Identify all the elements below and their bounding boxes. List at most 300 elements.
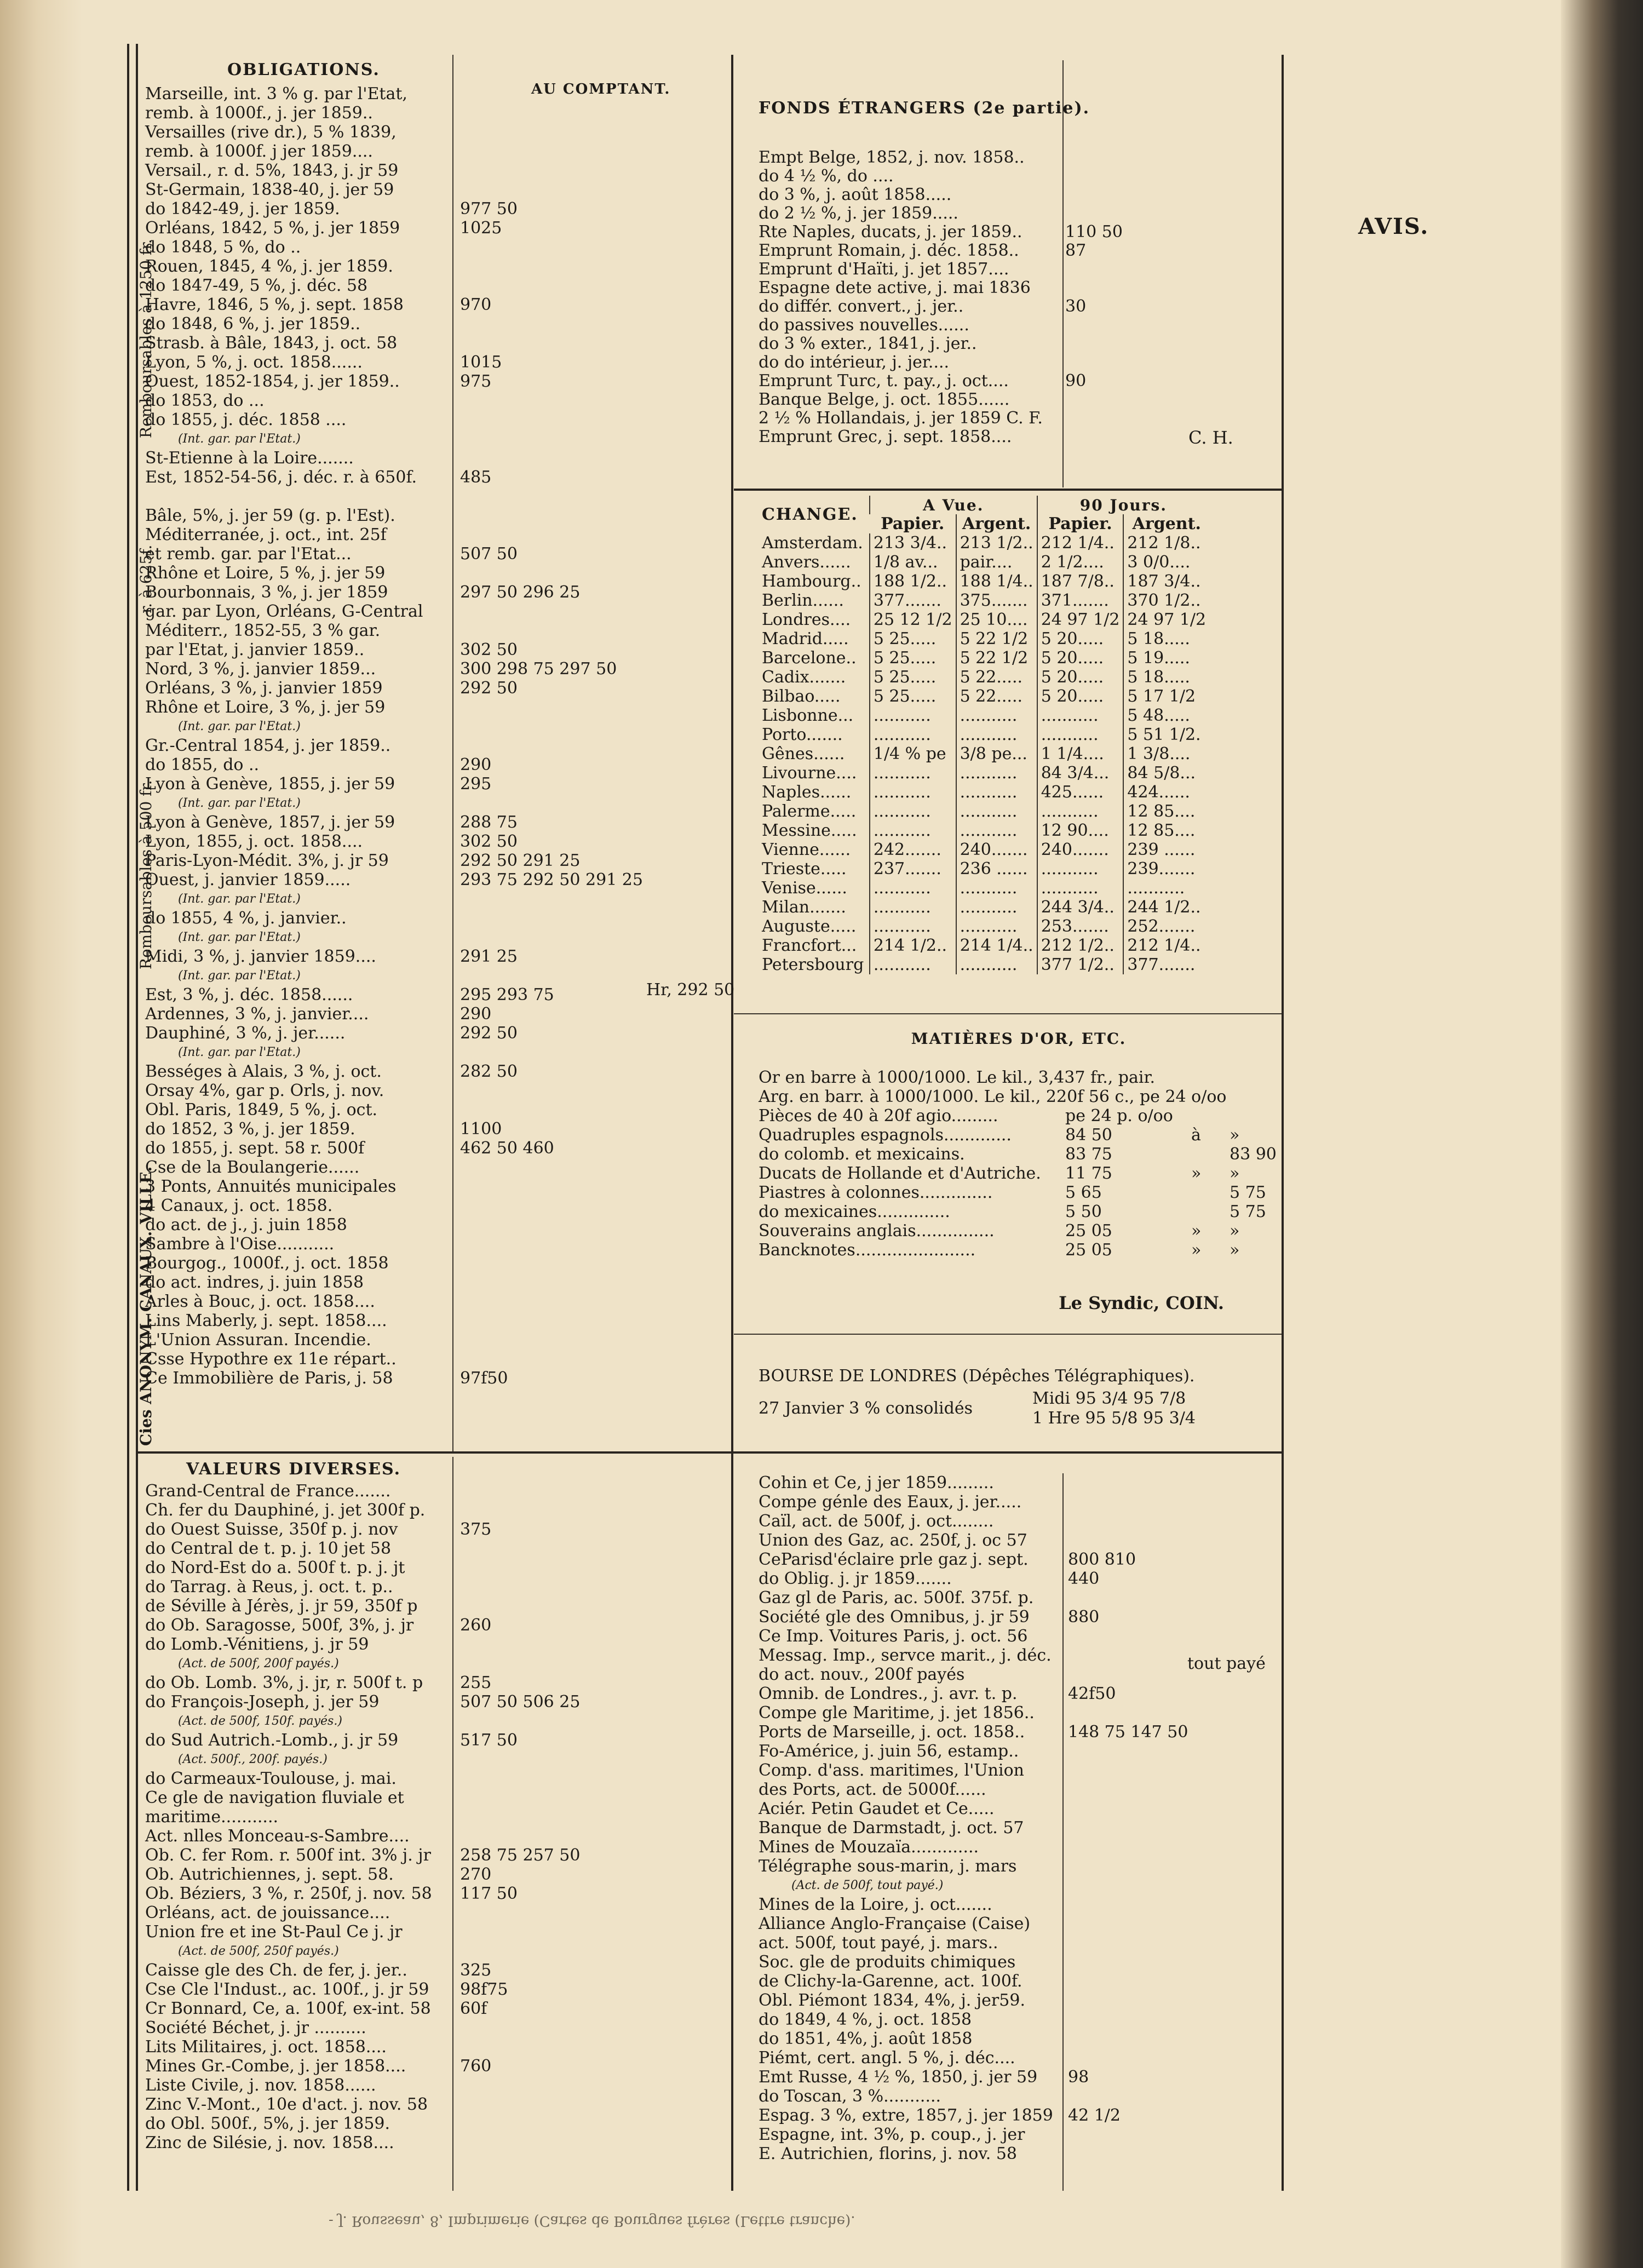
row-value: 98 [1068,2068,1089,2087]
row-label: do Lomb.-Vénitiens, j. jr 59 [145,1635,369,1654]
row-label: remb. à 1000f., j. jer 1859.. [145,104,373,123]
list-row [145,506,726,525]
londres-title: BOURSE DE LONDRES (Dépêches Télégraphiques). [759,1366,1195,1386]
list-row [759,260,1279,278]
row-label: Union des Gaz, ac. 250f, j. oc 57 [759,1531,1027,1550]
matiere-value: 25 05 [1065,1221,1112,1241]
change-rate: 1/8 av... [870,553,956,572]
row-label: (Int. gar. par l'Etat.) [178,432,301,446]
list-row [759,1895,1279,1914]
row-value: 295 293 75 [460,985,554,1004]
matiere-value: 5 65 [1065,1183,1102,1202]
list-row [759,409,1279,427]
list-row [759,241,1279,260]
change-rate: 5 20..... [1037,687,1124,706]
list-row [145,889,726,909]
row-label: (Int. gar. par l'Etat.) [178,796,301,810]
list-row [759,1550,1279,1569]
row-label: do Ob. Saragosse, 500f, 3%, j. jr [145,1616,414,1635]
change-city: Messine..... [762,821,857,840]
row-label: Mines de la Loire, j. oct....... [759,1895,992,1914]
row-label: (Int. gar. par l'Etat.) [178,892,301,906]
row-label: Bességes à Alais, 3 %, j. oct. [145,1062,382,1081]
list-row [145,295,726,314]
matiere-row [759,1145,1279,1164]
matiere-label: Bancknotes....................... [759,1241,976,1260]
list-row [145,736,726,755]
row-label: Ports de Marseille, j. oct. 1858.. [759,1722,1025,1742]
row-label: Lyon, 1855, j. oct. 1858.... [145,832,363,851]
change-city: Porto....... [762,725,843,744]
row-value: 507 50 [460,544,518,564]
row-label: Alliance Anglo-Française (Caise) [759,1914,1031,1933]
list-row [759,2106,1279,2125]
avis-title: AVIS. [1358,214,1429,239]
change-rate: ........... [956,706,1037,725]
row-value: 60f [460,1999,487,2018]
row-value: 258 75 257 50 [460,1846,581,1865]
list-row [145,487,726,506]
row-label: Emprunt Grec, j. sept. 1858.... [759,427,1012,446]
change-rate: ........... [1037,859,1124,879]
list-row [145,1119,726,1139]
matiere-value: 25 05 [1065,1241,1112,1260]
list-row [145,525,726,544]
change-row [759,783,1209,802]
row-label: E. Autrichien, florins, j. nov. 58 [759,2144,1018,2163]
row-label: Cohin et Ce, j jer 1859......... [759,1473,994,1492]
change-rate: 370 1/2.. [1123,591,1209,610]
list-row [145,2076,726,2095]
change-rate: 214 1/4.. [956,936,1037,955]
row-label: do 1853, do ... [145,391,265,410]
row-label: maritime........... [145,1807,279,1827]
row-label: Piémt, cert. angl. 5 %, j. déc.... [759,2048,1015,2068]
obligations-hr-note: Hr, 292 50 [646,980,735,1000]
side-label-remb500: Remboursables à 500 fr. [137,780,155,969]
row-label: Gr.-Central 1854, j. jer 1859.. [145,736,391,755]
change-city: Cadix....... [762,668,846,687]
change-city: Madrid..... [762,629,849,648]
matiere-value: pe 24 p. o/oo [1065,1106,1173,1126]
matiere-value: à [1191,1126,1201,1145]
list-row [145,1273,726,1292]
matiere-value: » [1230,1164,1240,1183]
change-rate: 244 3/4.. [1037,898,1124,917]
change-rate: 1 1/4.... [1037,744,1124,763]
row-label: (Act. de 500f, 250f payés.) [178,1944,339,1958]
change-rate: 188 1/4.. [956,572,1037,591]
list-row [145,1692,726,1712]
row-label: Lyon, 5 %, j. oct. 1858...... [145,353,363,372]
change-rate: 1/4 % pe [870,744,956,763]
list-row [759,1512,1279,1531]
right-column-rule [1282,55,1284,2191]
londres-midi: Midi 95 3/4 95 7/8 [1032,1389,1186,1408]
row-label: Act. nlles Monceau-s-Sambre.... [145,1827,410,1846]
change-rate: ........... [870,706,956,725]
change-row [759,840,1209,859]
list-row [145,219,726,238]
list-row [145,794,726,813]
change-rate: 242....... [870,840,956,859]
matiere-value: 83 90 [1230,1145,1277,1164]
printer-footer: - J. Rousseau, 8, Imprimerie (Cartes de Bourgues frères (Lettre tranche). [329,2213,855,2229]
matiere-row [759,1183,1279,1202]
change-rate: ........... [956,898,1037,917]
list-row [145,449,726,468]
list-row [759,2010,1279,2029]
list-row [759,1876,1279,1895]
list-row [145,2057,726,2076]
list-row [759,390,1279,409]
list-row [759,1799,1279,1818]
row-label: Rhône et Loire, 3 %, j. jer 59 [145,698,386,717]
row-label: (Int. gar. par l'Etat.) [178,720,301,733]
change-row [759,553,1209,572]
row-label: L'Union Assuran. Incendie. [145,1330,371,1350]
list-row [145,1501,726,1520]
list-row [759,1991,1279,2010]
list-row [145,755,726,774]
change-rate: ........... [1037,879,1124,898]
change-city: Barcelone.. [762,648,857,668]
row-label: Fo-Américe, j. juin 56, estamp.. [759,1742,1019,1761]
list-row [759,2048,1279,2068]
row-value: 291 25 [460,947,518,966]
list-row [759,222,1279,241]
row-label: do Ob. Lomb. 3%, j. jr, r. 500f t. p [145,1673,423,1692]
matiere-label: do colomb. et mexicains. [759,1145,965,1164]
row-label: Compe gle Maritime, j. jet 1856.. [759,1703,1035,1722]
ch-signature: C. H. [1188,427,1233,448]
list-row [759,315,1279,334]
row-label: do 1848, 6 %, j. jer 1859.. [145,314,361,334]
row-label: Orléans, 3 %, j. janvier 1859 [145,679,383,698]
row-label: 2 ½ % Hollandais, j. jer 1859 C. F. [759,409,1043,428]
change-rate: 12 90.... [1037,821,1124,840]
change-bottom-rule [734,1013,1282,1014]
list-row [759,1742,1279,1761]
change-rate: ........... [870,955,956,974]
row-label: remb. à 1000f. j jer 1859.... [145,142,373,161]
list-row [145,142,726,161]
list-row [145,1846,726,1865]
list-row [145,257,726,276]
row-label: Aciér. Petin Gaudet et Ce..... [759,1799,995,1818]
change-rate: ........... [1123,879,1209,898]
list-row [145,104,726,123]
list-row [145,583,726,602]
change-city: Francfort... [762,936,857,955]
change-rate: 236 ...... [956,859,1037,879]
page-edge-shadow [1561,0,1643,2268]
matiere-label: do mexicaines.............. [759,1202,950,1221]
row-value: 293 75 292 50 291 25 [460,870,643,889]
change-row [759,917,1209,936]
matiere-label: Or en barre à 1000/1000. Le kil., 3,437 fr., pair. [759,1068,1156,1087]
row-label: Compe génle des Eaux, j. jer..... [759,1492,1022,1512]
row-value: 288 75 [460,813,518,832]
row-value: 90 [1065,371,1087,391]
matiere-row [759,1241,1279,1260]
row-value: 290 [460,1004,492,1024]
list-row [145,1330,726,1350]
row-label: do Toscan, 3 %........... [759,2087,941,2106]
side-label-canaux: CANAUX. [137,1231,155,1312]
row-value: 87 [1065,241,1087,260]
change-city: Anvers...... [762,553,851,572]
row-value: 302 50 [460,832,518,851]
list-row [145,985,726,1004]
list-row [145,1539,726,1558]
change-city: Trieste..... [762,859,847,879]
list-row [145,1942,726,1961]
list-row [759,1607,1279,1627]
list-row [145,621,726,640]
change-rate: 375....... [956,591,1037,610]
matiere-value: » [1191,1241,1202,1260]
mid-horizontal-rule [137,1451,1282,1454]
change-rate: ........... [870,879,956,898]
list-row [145,1235,726,1254]
change-city: Auguste..... [762,917,857,936]
change-rate: 5 25..... [870,648,956,668]
row-label: Société Béchet, j. jr .......... [145,2018,366,2037]
row-label: Société gle des Omnibus, j. jr 59 [759,1607,1030,1627]
row-label: Arles à Bouc, j. oct. 1858.... [145,1292,375,1311]
row-label: Comp. d'ass. maritimes, l'Union [759,1761,1024,1780]
row-label: Midi, 3 %, j. janvier 1859.... [145,947,376,966]
row-value: 325 [460,1961,492,1980]
divers-list [759,1473,1279,2163]
row-label: do 1855, j. déc. 1858 .... [145,410,347,429]
row-label: Ouest, j. janvier 1859..... [145,870,351,889]
row-label: Rhône et Loire, 5 %, j. jer 59 [145,564,386,583]
list-row [759,334,1279,353]
matiere-value: 83 75 [1065,1145,1112,1164]
change-rate: 377....... [870,591,956,610]
row-label: CeParisd'éclaire prle gaz j. sept. [759,1550,1029,1569]
row-label: Gaz gl de Paris, ac. 500f. 375f. p. [759,1588,1034,1607]
matieres-title: MATIÈRES D'OR, ETC. [911,1030,1127,1048]
row-value: 117 50 [460,1884,518,1903]
row-value: 42 1/2 [1068,2106,1121,2125]
row-label: Caïl, act. de 500f, j. oct........ [759,1512,994,1531]
change-row [759,955,1209,974]
change-city: Petersbourg [762,955,864,974]
change-city: Gênes...... [762,744,845,763]
list-row [145,928,726,947]
list-row [145,1999,726,2018]
row-label: do 1847-49, 5 %, j. déc. 58 [145,276,368,295]
row-label: par l'Etat, j. janvier 1859.. [145,640,365,659]
list-row [145,161,726,180]
tout-paye-note: tout payé [1187,1654,1266,1673]
change-rate: 84 3/4... [1037,763,1124,783]
matiere-value: » [1230,1126,1240,1145]
row-label: Est, 1852-54-56, j. déc. r. à 650f. [145,468,417,487]
fonds-bottom-rule [734,489,1282,491]
list-row [145,1654,726,1673]
row-label: do différ. convert., j. jer.. [759,297,964,316]
valeurs-section [145,1460,726,2152]
change-rate: ........... [870,763,956,783]
change-rate: 3/8 pe... [956,744,1037,763]
row-label: do 1855, j. sept. 58 r. 500f [145,1139,365,1158]
change-row [759,610,1209,629]
change-city: Berlin...... [762,591,844,610]
row-label: des Ports, act. de 5000f...... [759,1780,986,1799]
change-rate: ........... [870,821,956,840]
change-city: Palerme..... [762,802,857,821]
obligations-section [145,60,726,1388]
list-row [145,1350,726,1369]
matiere-row [759,1068,1279,1087]
change-rate: 239 ...... [1123,840,1209,859]
change-city: Bilbao..... [762,687,841,706]
change-row [759,648,1209,668]
change-rate: ........... [870,802,956,821]
change-rate: 377 1/2.. [1037,955,1124,974]
change-rate: 213 1/2.. [956,533,1037,553]
change-rate: 5 51 1/2. [1123,725,1209,744]
row-label: do 3 %, j. août 1858..... [759,185,952,204]
change-section [759,496,1279,974]
change-rate: 212 1/4.. [1037,533,1124,553]
row-label: Bourbonnais, 3 %, j. jer 1859 [145,583,388,602]
row-label: do act. indres, j. juin 1858 [145,1273,364,1292]
list-row [759,2087,1279,2106]
change-city: Lisbonne... [762,706,854,725]
row-label: Cse de la Boulangerie...... [145,1158,360,1177]
row-label: Ce gle de navigation fluviale et [145,1788,404,1807]
change-city: Hambourg.. [762,572,861,591]
row-label: (Int. gar. par l'Etat.) [178,969,301,983]
row-label: Cr Bonnard, Ce, a. 100f, ex-int. 58 [145,1999,431,2018]
change-rate: 3 0/0.... [1123,553,1209,572]
list-row [759,1531,1279,1550]
row-label: Ce Imp. Voitures Paris, j. oct. 56 [759,1627,1028,1646]
row-value: 290 [460,755,492,774]
list-row [759,2125,1279,2144]
row-label: gar. par Lyon, Orléans, G-Central [145,602,423,621]
change-rate: 214 1/2.. [870,936,956,955]
matieres-bottom-rule [734,1334,1282,1335]
row-label: Emprunt Turc, t. pay., j. oct.... [759,371,1009,391]
row-label: 3 Ponts, Annuités municipales [145,1177,397,1196]
row-label: do 2 ½ %, j. jer 1859..... [759,204,958,223]
row-value: 760 [460,2057,492,2076]
row-label: Espagne dete active, j. mai 1836 [759,278,1031,297]
row-label: Télégraphe sous-marin, j. mars [759,1857,1017,1876]
list-row [145,199,726,219]
change-rate: ........... [1037,706,1124,725]
change-rate: 424...... [1123,783,1209,802]
change-rate: ........... [956,879,1037,898]
divers-section [759,1473,1279,2163]
list-row [145,1062,726,1081]
row-label: Lyon à Genève, 1855, j. jer 59 [145,774,395,794]
change-rate: 25 10.... [956,610,1037,629]
row-value: 462 50 460 [460,1139,554,1158]
list-row [145,1922,726,1942]
list-row [145,276,726,295]
row-label: Rouen, 1845, 4 %, j. jer 1859. [145,257,393,276]
change-rate: 212 1/4.. [1123,936,1209,955]
list-row [145,870,726,889]
row-label: Nord, 3 %, j. janvier 1859... [145,659,376,679]
list-row [759,1857,1279,1876]
center-column-rule [731,55,733,2191]
row-value: 292 50 [460,1024,518,1043]
change-row [759,668,1209,687]
row-value: 30 [1065,297,1087,316]
row-label: et remb. gar. par l'Etat... [145,544,352,564]
matiere-value: 5 75 [1230,1202,1266,1221]
list-row [145,544,726,564]
row-label: St-Germain, 1838-40, j. jer 59 [145,180,394,199]
row-label: do Oblig. j. jr 1859....... [759,1569,952,1588]
list-row [759,2068,1279,2087]
matiere-value: 5 50 [1065,1202,1102,1221]
list-row [145,1254,726,1273]
change-row [759,572,1209,591]
change-rate: 244 1/2.. [1123,898,1209,917]
list-row [145,1292,726,1311]
matiere-row [759,1202,1279,1221]
row-label: de Séville à Jérès, j. jr 59, 350f p [145,1597,418,1616]
change-rate: 5 17 1/2 [1123,687,1209,706]
list-row [145,1731,726,1750]
change-rate: 213 3/4.. [870,533,956,553]
list-row [145,2133,726,2152]
row-label: Omnib. de Londres., j. avr. t. p. [759,1684,1018,1703]
matiere-value: 84 50 [1065,1126,1112,1145]
row-label: (Act. de 500f, tout payé.) [791,1879,944,1892]
row-label: Marseille, int. 3 % g. par l'Etat, [145,84,407,104]
list-row [145,1215,726,1235]
list-row [145,353,726,372]
list-row [145,1884,726,1903]
list-row [145,640,726,659]
matiere-value: » [1230,1241,1240,1260]
change-rate: ........... [870,725,956,744]
change-row [759,533,1209,553]
list-row [759,1933,1279,1953]
list-row [145,468,726,487]
list-row [145,717,726,736]
row-label: Csse Hypothre ex 11e répart.. [145,1350,397,1369]
row-label: 4 Canaux, j. oct. 1858. [145,1196,333,1215]
list-row [145,391,726,410]
list-row [145,1520,726,1539]
list-row [759,1914,1279,1933]
list-row [145,238,726,257]
row-label: Empt Belge, 1852, j. nov. 1858.. [759,148,1025,167]
londres-heure: 1 Hre 95 5/8 95 3/4 [1032,1409,1196,1428]
row-label: Ouest, 1852-1854, j. jer 1859.. [145,372,400,391]
row-label: do Ouest Suisse, 350f p. j. nov [145,1520,398,1539]
row-label: Est, 3 %, j. déc. 1858...... [145,985,353,1004]
list-row [759,1492,1279,1512]
list-row [145,679,726,698]
list-row [145,1597,726,1616]
row-label: de Clichy-la-Garenne, act. 100f. [759,1972,1022,1991]
change-row [759,802,1209,821]
change-rate: 5 18..... [1123,668,1209,687]
change-row [759,763,1209,783]
